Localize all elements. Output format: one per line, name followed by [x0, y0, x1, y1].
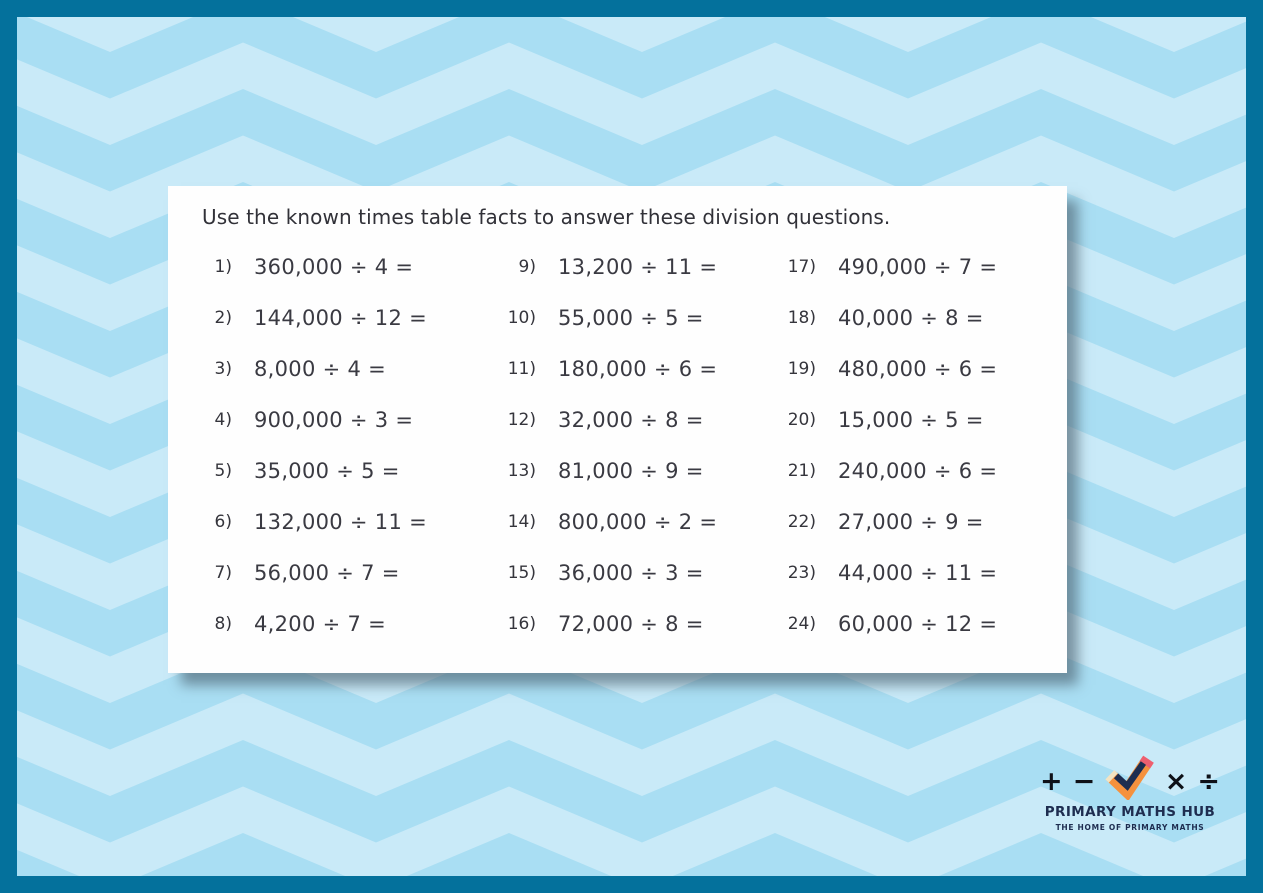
question-item [778, 496, 1078, 547]
logo-operator-symbols [1040, 750, 1220, 800]
question-column-1 [194, 241, 494, 649]
question-item [194, 598, 494, 649]
question-expression: 4,200 ÷ 7 = [254, 611, 386, 636]
question-expression: 13,200 ÷ 11 = [558, 254, 718, 279]
question-item [778, 241, 1078, 292]
question-number: 2) [214, 307, 232, 328]
divide-icon: ÷ [1197, 766, 1220, 797]
question-expression: 40,000 ÷ 8 = [838, 305, 984, 330]
question-number: 19) [787, 358, 816, 379]
question-expression: 240,000 ÷ 6 = [838, 458, 998, 483]
question-number: 24) [787, 613, 816, 634]
question-expression: 800,000 ÷ 2 = [558, 509, 718, 534]
question-item [194, 241, 494, 292]
question-item [778, 292, 1078, 343]
question-item [194, 547, 494, 598]
question-number: 8) [214, 613, 232, 634]
primary-maths-hub-logo [1040, 750, 1220, 832]
question-expression: 44,000 ÷ 11 = [838, 560, 998, 585]
question-number: 9) [518, 256, 536, 277]
logo-title: PRIMARY MATHS HUB [1044, 804, 1216, 820]
question-item [778, 343, 1078, 394]
question-expression: 32,000 ÷ 8 = [558, 407, 704, 432]
question-expression: 180,000 ÷ 6 = [558, 356, 718, 381]
question-expression: 72,000 ÷ 8 = [558, 611, 704, 636]
worksheet-card [168, 186, 1067, 673]
times-icon: × [1164, 766, 1188, 797]
question-expression: 27,000 ÷ 9 = [838, 509, 984, 534]
question-expression: 144,000 ÷ 12 = [254, 305, 427, 330]
question-number: 17) [787, 256, 816, 277]
question-item [194, 292, 494, 343]
question-number: 4) [214, 409, 232, 430]
logo-tagline: THE HOME OF PRIMARY MATHS [1055, 823, 1205, 832]
question-item [778, 445, 1078, 496]
question-expression: 8,000 ÷ 4 = [254, 356, 386, 381]
question-item [778, 394, 1078, 445]
question-item [498, 394, 798, 445]
question-item [194, 445, 494, 496]
question-expression: 132,000 ÷ 11 = [254, 509, 427, 534]
question-number: 20) [787, 409, 816, 430]
question-expression: 900,000 ÷ 3 = [254, 407, 414, 432]
question-number: 18) [787, 307, 816, 328]
question-item [778, 547, 1078, 598]
question-number: 13) [507, 460, 536, 481]
question-item [498, 445, 798, 496]
question-expression: 15,000 ÷ 5 = [838, 407, 984, 432]
question-number: 23) [787, 562, 816, 583]
question-item [194, 496, 494, 547]
question-expression: 35,000 ÷ 5 = [254, 458, 400, 483]
question-number: 21) [787, 460, 816, 481]
question-expression: 55,000 ÷ 5 = [558, 305, 704, 330]
question-number: 3) [214, 358, 232, 379]
question-number: 22) [787, 511, 816, 532]
minus-icon: − [1072, 766, 1096, 797]
question-number: 15) [507, 562, 536, 583]
question-item [498, 598, 798, 649]
question-item [498, 241, 798, 292]
question-number: 12) [507, 409, 536, 430]
question-item [194, 394, 494, 445]
pencil-check-icon [1105, 750, 1155, 800]
instruction-text: Use the known times table facts to answer these division questions. [202, 205, 891, 229]
question-expression: 36,000 ÷ 3 = [558, 560, 704, 585]
question-item [498, 496, 798, 547]
question-item [498, 343, 798, 394]
question-expression: 360,000 ÷ 4 = [254, 254, 414, 279]
question-column-3 [778, 241, 1078, 649]
question-expression: 81,000 ÷ 9 = [558, 458, 704, 483]
question-expression: 60,000 ÷ 12 = [838, 611, 998, 636]
question-item [194, 343, 494, 394]
question-expression: 490,000 ÷ 7 = [838, 254, 998, 279]
question-number: 7) [214, 562, 232, 583]
question-number: 6) [214, 511, 232, 532]
question-expression: 480,000 ÷ 6 = [838, 356, 998, 381]
question-number: 1) [214, 256, 232, 277]
question-number: 10) [507, 307, 536, 328]
question-number: 16) [507, 613, 536, 634]
question-number: 5) [214, 460, 232, 481]
question-item [498, 292, 798, 343]
question-column-2 [498, 241, 798, 649]
plus-icon: + [1040, 766, 1063, 797]
question-item [498, 547, 798, 598]
question-number: 11) [507, 358, 536, 379]
question-item [778, 598, 1078, 649]
question-number: 14) [507, 511, 536, 532]
question-expression: 56,000 ÷ 7 = [254, 560, 400, 585]
